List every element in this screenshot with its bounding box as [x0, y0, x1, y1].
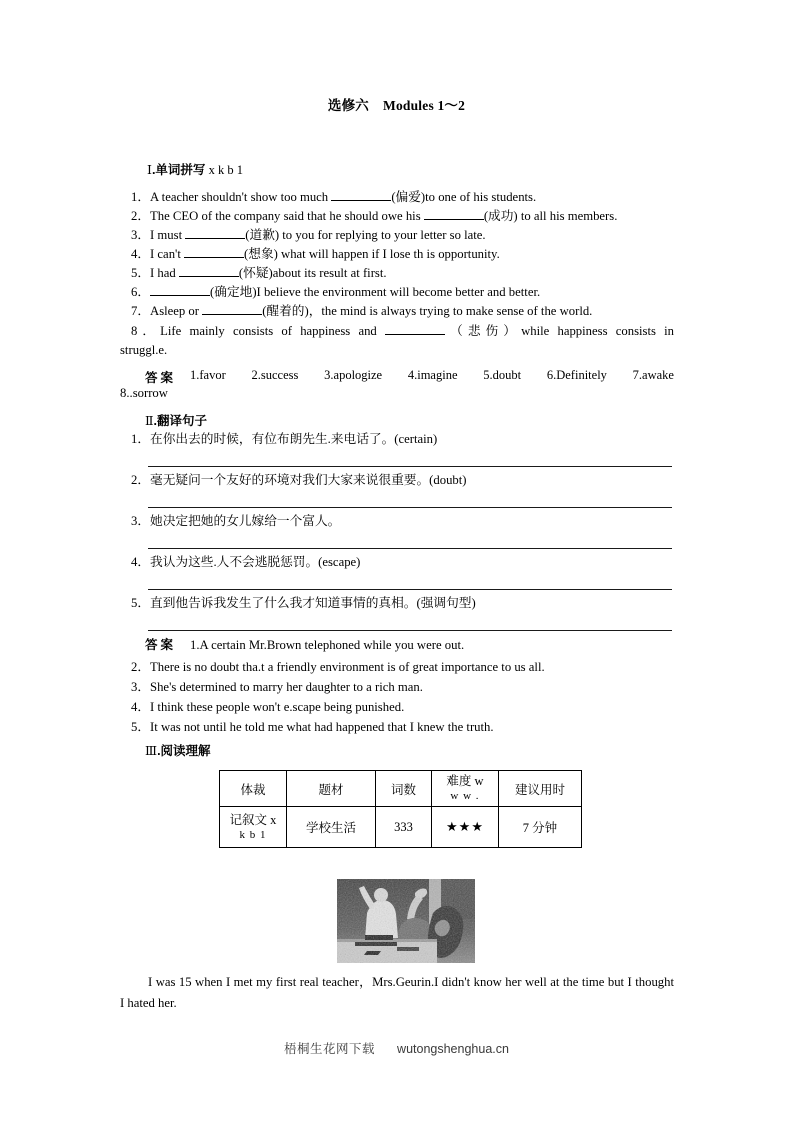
item-text: I think these people won't e.scape being punished.	[150, 700, 405, 714]
section-heading-reading	[145, 741, 211, 759]
item-text: It was not until he told me what had happened that I knew the truth.	[150, 720, 494, 734]
fill-blank	[424, 208, 484, 220]
classroom-photo-graphic	[337, 879, 475, 963]
item-hint: (想象)	[244, 246, 278, 261]
item-number: 4．	[131, 246, 151, 261]
item-text-pre: A teacher shouldn't show too much	[150, 189, 332, 204]
spelling-item-6	[131, 284, 540, 299]
answer-key-section-1	[145, 368, 674, 386]
spelling-item-7	[131, 303, 592, 318]
item-number: 2．	[131, 660, 151, 674]
fill-blank	[185, 227, 245, 239]
answer-rule	[148, 589, 672, 590]
item-text: 在你出去的时候，有位布朗先生.来电话了。(certain)	[150, 432, 438, 446]
translation-item-2	[131, 474, 467, 487]
fill-blank	[202, 303, 262, 315]
section-1-label: .单词拼写	[151, 163, 206, 177]
section-1-suffix: x k b 1	[205, 163, 243, 177]
table-cell-time: 7 分钟	[499, 807, 582, 848]
reading-passage: I was 15 when I met my first real teacher，Mrs.Geurin.I didn't know her well at the time but I thought I hated her.	[120, 975, 674, 1010]
answer-item: 1.favor	[190, 368, 226, 382]
answer-item: 1.A certain Mr.Brown telephoned while you were out.	[190, 638, 465, 652]
answer-item: 4.imagine	[407, 368, 458, 382]
answer-item-5	[131, 721, 494, 734]
section-2-label: .翻译句子	[153, 414, 207, 428]
answer-item-2	[131, 661, 545, 674]
item-number: 3．	[131, 227, 151, 242]
item-hint: (怀疑)	[238, 265, 273, 280]
item-text-post: I believe the environment will become better and better.	[256, 284, 541, 299]
item-text-pre: Asleep or	[150, 303, 203, 318]
item-text-post: about its result at first.	[272, 265, 387, 280]
table-header-difficulty-sub: w w .	[450, 790, 480, 802]
answer-item: 2.success	[251, 368, 299, 382]
answer-key-section-1-wrap: 8..sorrow	[120, 386, 168, 400]
classroom-photo	[337, 879, 475, 963]
item-text: 她决定把她的女儿嫁给一个富人。	[150, 514, 341, 528]
item-number: 2．	[131, 208, 151, 223]
item-hint: (道歉)	[245, 227, 280, 242]
answer-rule	[148, 507, 672, 508]
footer-site-name: 梧桐生花网下载	[284, 1042, 376, 1056]
answer-label: 答案	[145, 371, 177, 385]
item-text-pre: I had	[150, 265, 179, 280]
section-2-numeral: Ⅱ	[145, 414, 154, 428]
table-cell-words: 333	[376, 807, 432, 848]
answer-rule	[148, 466, 672, 467]
table-header-words: 词数	[376, 771, 432, 807]
fill-blank	[184, 246, 244, 258]
table-row	[220, 807, 582, 848]
table-cell-genre-sub: k b 1	[239, 828, 267, 841]
table-header-difficulty-main: 难度 w	[446, 774, 484, 788]
translation-item-5	[131, 597, 476, 610]
spelling-item-4	[131, 246, 500, 261]
section-1-numeral: Ⅰ	[147, 163, 152, 177]
item-number: 2．	[131, 473, 151, 487]
item-text-pre: Life mainly consists of happiness and	[160, 324, 386, 338]
section-3-numeral: Ⅲ	[145, 744, 158, 758]
item-number: 4．	[131, 555, 151, 569]
fill-blank	[179, 265, 239, 277]
answer-item: 6.Definitely	[546, 368, 607, 382]
item-number: 7．	[131, 303, 151, 318]
item-text-post: to all his members.	[517, 208, 618, 223]
item-number: 5．	[131, 265, 151, 280]
footer-watermark	[0, 1039, 793, 1057]
section-heading-word-spelling	[147, 160, 243, 178]
item-number: 4．	[131, 700, 151, 714]
answer-label: 答案	[145, 638, 177, 652]
page-title-en: Modules 1～2	[383, 98, 466, 113]
item-text-post: what will happen if I lose th is opportunity.	[277, 246, 500, 261]
spelling-item-5	[131, 265, 387, 280]
answer-item-3	[131, 681, 423, 694]
answer-item: 7.awake	[632, 368, 674, 382]
answer-item: 3.apologize	[324, 368, 383, 382]
spelling-item-1	[131, 189, 536, 204]
table-cell-topic: 学校生活	[287, 807, 376, 848]
item-hint: (醒着的)	[262, 303, 309, 318]
answer-key-section-2	[145, 639, 464, 652]
answer-rule	[148, 548, 672, 549]
item-number: 1．	[131, 189, 151, 204]
item-text-pre: The CEO of the company said that he should owe his	[150, 208, 424, 223]
spelling-item-2	[131, 208, 617, 223]
item-text: 我认为这些.人不会逃脱惩罚。(escape)	[150, 555, 361, 569]
item-number: 5．	[131, 720, 151, 734]
item-text-pre: I must	[150, 227, 186, 242]
translation-item-1	[131, 433, 437, 446]
translation-item-3	[131, 515, 340, 528]
item-text-post: ，the mind is always trying to make sense of the world.	[308, 303, 593, 318]
page-title-cn: 选修六	[327, 98, 369, 113]
footer-site-url: wutongshenghua.cn	[397, 1042, 509, 1056]
item-hint: (成功)	[483, 208, 518, 223]
page-title	[0, 94, 793, 114]
item-number: 8．	[131, 324, 161, 338]
reading-info-table	[219, 770, 582, 848]
fill-blank	[331, 189, 391, 201]
item-text: There is no doubt tha.t a friendly environment is of great importance to us all.	[150, 660, 545, 674]
item-hint: (偏爱)	[391, 189, 426, 204]
answer-rule	[148, 630, 672, 631]
table-header-topic: 题材	[287, 771, 376, 807]
item-hint: (确定地)	[210, 284, 257, 299]
table-header-time: 建议用时	[499, 771, 582, 807]
item-number: 3．	[131, 514, 151, 528]
table-cell-difficulty: ★★★	[432, 807, 499, 848]
item-text: 毫无疑问一个友好的环境对我们大家来说很重要。(doubt)	[150, 473, 467, 487]
item-text-post: to you for replying to your letter so late.	[279, 227, 486, 242]
table-cell-genre-main: 记叙文 x	[229, 812, 277, 827]
item-text-post: to one of his students.	[425, 189, 537, 204]
table-header-row	[220, 771, 582, 807]
item-text: She's determined to marry her daughter to a rich man.	[150, 680, 423, 694]
item-number: 6．	[131, 284, 151, 299]
item-hint: （悲伤）	[445, 324, 522, 338]
fill-blank	[150, 284, 210, 296]
spelling-item-8	[131, 322, 674, 341]
item-number: 1．	[131, 432, 151, 446]
translation-item-4	[131, 556, 360, 569]
item-number: 5．	[131, 596, 151, 610]
spelling-item-3	[131, 227, 486, 242]
answer-item: 5.doubt	[483, 368, 522, 382]
item-text: 直到他告诉我发生了什么我才知道事情的真相。(强调句型)	[150, 596, 476, 610]
item-text-post: while happiness consists in	[521, 324, 675, 338]
section-heading-translation	[145, 411, 207, 429]
table-cell-genre	[220, 807, 287, 848]
table-header-difficulty	[432, 771, 499, 807]
answer-item-4	[131, 701, 404, 714]
fill-blank	[385, 323, 445, 335]
item-text-pre: I can't	[150, 246, 185, 261]
table-header-genre: 体裁	[220, 771, 287, 807]
item-number: 3．	[131, 680, 151, 694]
spelling-item-8-wrap: struggl.e.	[120, 343, 168, 357]
section-3-label: .阅读理解	[157, 744, 211, 758]
